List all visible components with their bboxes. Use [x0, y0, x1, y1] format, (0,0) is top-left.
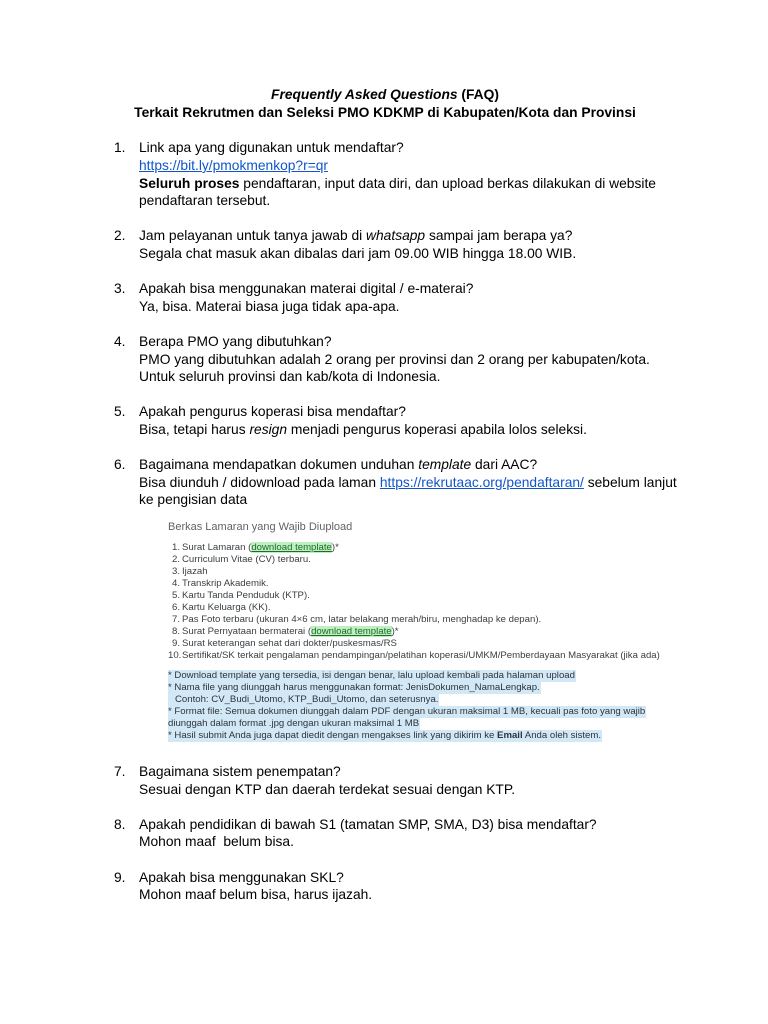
question-text: Bagaimana mendapatkan dokumen unduhan: [139, 457, 415, 473]
faq-answer: PMO yang dibutuhkan adalah 2 orang per provinsi dan 2 orang per kabupaten/kota.: [139, 351, 650, 367]
faq-body: [139, 333, 680, 386]
question-italic-text: template: [418, 457, 472, 473]
list-item-text: Curriculum Vitae (CV) terbaru.: [182, 553, 311, 565]
list-item-number: 9.: [171, 637, 180, 649]
document-header: [90, 86, 680, 121]
list-item: [168, 626, 708, 638]
answer-text: menjadi pengurus koperasi apabila lolos seleksi.: [290, 421, 587, 437]
faq-item-6: [90, 456, 680, 509]
note-text: * Download template yang tersedia, isi dengan benar, lalu upload kembali pada halaman upload: [168, 669, 575, 681]
faq-body: [139, 227, 680, 262]
list-item: [168, 590, 708, 602]
note-text: * Nama file yang diunggah harus menggunakan format: JenisDokumen_NamaLengkap.: [168, 681, 540, 693]
required-documents-list: [168, 542, 708, 662]
faq-body: [139, 280, 680, 315]
title-suffix-text: (FAQ): [461, 87, 499, 102]
note-line: [168, 718, 708, 730]
document-content: [90, 86, 680, 921]
list-item-text: Pas Foto terbaru (ukuran 4×6 cm, latar belakang merah/biru, menghadap ke depan).: [182, 613, 542, 625]
list-item: [168, 614, 708, 626]
list-item-text: Ijazah: [182, 565, 208, 577]
list-item-number: 6.: [171, 601, 180, 613]
faq-body: [139, 139, 680, 209]
download-template-highlight: download template: [311, 625, 392, 637]
note-line: [168, 694, 708, 706]
faq-number: 9.: [114, 869, 126, 885]
list-item: [168, 566, 708, 578]
list-item-text: [182, 542, 339, 553]
list-item-text-part: Surat Pernyataan bermaterai (: [182, 625, 312, 637]
list-item-number: 1.: [171, 541, 180, 553]
note-line: [168, 670, 708, 682]
faq-item-7: [90, 763, 680, 798]
list-item-text: Surat keterangan sehat dari dokter/puskesmas/RS: [182, 637, 397, 649]
note-text: * Format file: Semua dokumen diunggah dalam PDF dengan ukuran maksimal 1 MB, kecuali pas foto yang wajib: [168, 705, 646, 717]
faq-answer: Segala chat masuk akan dibalas dari jam 09.00 WIB hingga 18.00 WIB.: [139, 245, 577, 261]
faq-answer: [139, 474, 680, 509]
faq-item-2: [90, 227, 680, 262]
faq-answer: [139, 833, 680, 851]
answer-bold-text: Seluruh proses: [139, 175, 240, 191]
faq-number: 7.: [114, 764, 126, 780]
list-item-number: 4.: [171, 577, 180, 589]
list-item: [168, 578, 708, 590]
faq-answer: Ya, bisa. Materai biasa juga tidak apa-apa.: [139, 298, 400, 314]
upload-requirements-screenshot: [163, 512, 708, 750]
faq-number: 2.: [114, 228, 126, 244]
question-text: dari AAC?: [475, 457, 538, 473]
list-item: [168, 542, 708, 554]
document-title: [90, 86, 680, 104]
faq-question: Berapa PMO yang dibutuhkan?: [139, 333, 332, 349]
faq-number: 3.: [114, 281, 126, 297]
note-text-part: Anda oleh sistem.: [524, 729, 602, 741]
faq-number: 4.: [114, 333, 126, 349]
faq-question: Apakah bisa menggunakan materai digital / e-materai?: [139, 281, 474, 297]
list-item-text: Transkrip Akademik.: [182, 577, 269, 589]
faq-question: [139, 227, 680, 245]
list-item-number: 2.: [171, 553, 180, 565]
faq-question: Apakah bisa menggunakan SKL?: [139, 869, 344, 885]
question-text: Jam pelayanan untuk tanya jawab di: [139, 228, 363, 244]
faq-body: [139, 763, 680, 798]
list-item-number: 8.: [171, 625, 180, 637]
faq-question: Apakah pengurus koperasi bisa mendaftar?: [139, 404, 406, 420]
list-item-text-part: )*: [331, 541, 339, 553]
faq-question: Apakah pendidikan di bawah S1 (tamatan SMP, SMA, D3) bisa mendaftar?: [139, 816, 597, 832]
document-subtitle: Terkait Rekrutmen dan Seleksi PMO KDKMP di Kabupaten/Kota dan Provinsi: [134, 104, 636, 120]
faq-item-8: [90, 816, 680, 851]
list-item: [168, 650, 708, 662]
list-item-number: 10.: [168, 649, 182, 661]
faq-item-9: [90, 869, 680, 904]
question-italic-text: whatsapp: [366, 228, 426, 244]
faq-number: 8.: [114, 816, 126, 832]
template-download-link[interactable]: https://rekrutaac.org/pendaftaran/: [379, 474, 584, 490]
faq-item-4: [90, 333, 680, 386]
note-text: [168, 730, 602, 742]
faq-answer: Sesuai dengan KTP dan daerah terdekat sesuai dengan KTP.: [139, 781, 516, 797]
list-item-text-part: )*: [391, 625, 399, 637]
answer-text: Bisa diunduh / didownload pada laman: [139, 474, 377, 490]
faq-question: Link apa yang digunakan untuk mendaftar?: [139, 140, 404, 156]
title-italic-text: Frequently Asked Questions: [271, 87, 458, 102]
answer-text: Bisa, tetapi harus: [139, 421, 246, 437]
faq-number: 5.: [114, 404, 126, 420]
list-item-text-part: Surat Lamaran (: [182, 541, 252, 553]
list-item-text: Kartu Keluarga (KK).: [182, 601, 271, 613]
list-item-text: Kartu Tanda Penduduk (KTP).: [182, 589, 310, 601]
faq-answer-continued: Untuk seluruh provinsi dan kab/kota di Indonesia.: [139, 369, 441, 385]
list-item: [168, 638, 708, 650]
note-line: [168, 706, 708, 718]
faq-body: [139, 816, 680, 851]
list-item-number: 7.: [171, 613, 180, 625]
faq-item-3: [90, 280, 680, 315]
question-text: sampai jam berapa ya?: [428, 228, 573, 244]
faq-question: [139, 456, 680, 474]
note-text: diunggah dalam format .jpg dengan ukuran maksimal 1 MB: [168, 717, 420, 729]
answer-text: sebelum lanjut ke pengisian data: [139, 474, 677, 508]
faq-number: 6.: [114, 457, 126, 473]
faq-item-1: [90, 139, 680, 209]
answer-italic-text: resign: [249, 421, 288, 437]
faq-question: Bagaimana sistem penempatan?: [139, 764, 341, 780]
faq-body: [139, 869, 680, 904]
faq-answer: Mohon maaf belum bisa, harus ijazah.: [139, 887, 373, 903]
faq-item-5: [90, 403, 680, 438]
registration-link[interactable]: https://bit.ly/pmokmenkop?r=qr: [139, 157, 329, 173]
screenshot-heading: Berkas Lamaran yang Wajib Diupload: [168, 521, 353, 534]
answer-text: Mohon maaf belum bisa.: [139, 834, 294, 850]
list-item: [168, 554, 708, 566]
note-text-part: * Hasil submit Anda juga dapat diedit dengan mengakses link yang dikirim ke: [168, 729, 495, 741]
note-bold-text: Email: [497, 729, 523, 741]
list-item-number: 5.: [171, 589, 180, 601]
download-template-highlight: download template: [251, 541, 332, 553]
answer-text: pendaftaran, input data diri, dan upload berkas dilakukan di website pendaftaran tersebut.: [139, 175, 656, 209]
note-line: [168, 730, 708, 742]
faq-body: [139, 403, 680, 438]
faq-body: [139, 456, 680, 509]
list-item-number: 3.: [171, 565, 180, 577]
list-item-text: [182, 626, 399, 637]
faq-link-line: [139, 157, 680, 175]
note-example-text: Contoh: CV_Budi_Utomo, KTP_Budi_Utomo, dan seterusnya.: [168, 694, 439, 706]
note-line: [168, 682, 708, 694]
faq-number: 1.: [114, 140, 126, 156]
upload-notes: [168, 670, 708, 742]
list-item-text: Sertifikat/SK terkait pengalaman pendampingan/pelatihan koperasi/UMKM/Pemberdayaan Masyarakat (jika ada): [182, 649, 660, 661]
faq-answer: [139, 175, 680, 210]
list-item: [168, 602, 708, 614]
faq-answer: [139, 421, 680, 439]
